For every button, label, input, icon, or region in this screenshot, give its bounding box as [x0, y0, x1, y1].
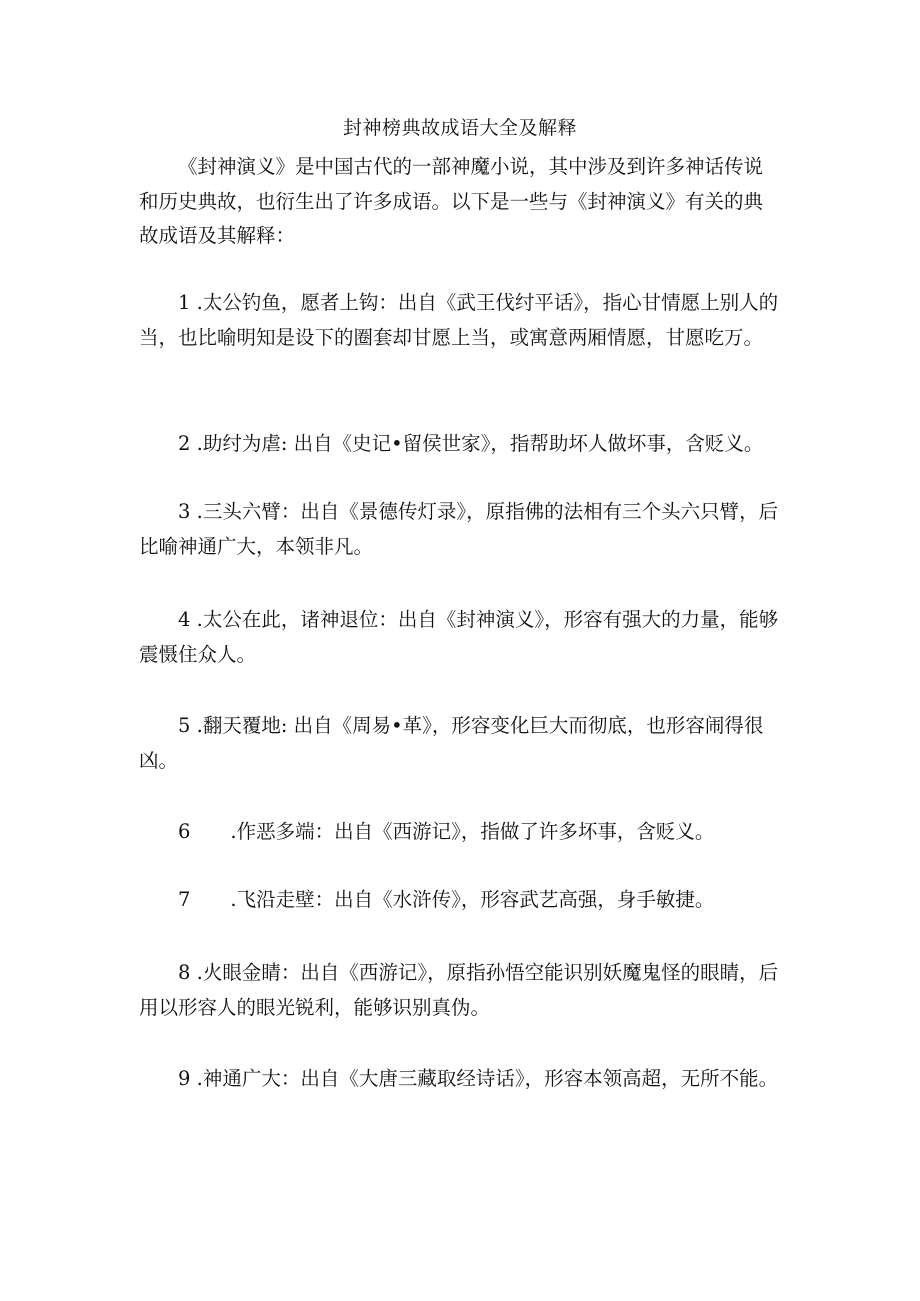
item-text: .太公在此，诸神退位：出自《封神演义》，形容有强大的力量，能够震慑住众人。 [139, 608, 779, 666]
item-number: 9 [178, 1067, 191, 1090]
document-title: 封神榜典故成语大全及解释 [342, 117, 577, 139]
item-number: 2 [178, 432, 191, 455]
item-text: .太公钓鱼，愿者上钩：出自《武王伐纣平话》，指心甘情愿上别人的当，也比喻明知是设下的圈套却甘愿上当，或寓意两厢情愿，甘愿吃万。 [139, 291, 779, 349]
item-text: .火眼金睛：出自《西游记》，原指孙悟空能识别妖魔鬼怪的眼睛，后用以形容人的眼光锐利，能够识别真伪。 [139, 961, 779, 1019]
item-number: 3 [178, 500, 191, 523]
item-text: .神通广大：出自《大唐三藏取经诗话》，形容本领高超，无所不能。 [196, 1067, 779, 1090]
list-item [139, 495, 781, 564]
list-item [139, 427, 781, 462]
item-number: 8 [178, 961, 191, 984]
item-number: 6 [178, 820, 191, 843]
list-item [139, 1062, 781, 1097]
item-number: 1 [178, 291, 191, 314]
list-item [139, 956, 781, 1025]
item-text: .三头六臂：出自《景德传灯录》，原指佛的法相有三个头六只臂，后比喻神通广大，本领非凡。 [139, 500, 779, 558]
item-text: .翻天覆地: 出自《周易•革》，形容变化巨大而彻底，也形容闹得很凶。 [139, 714, 764, 772]
list-item [139, 815, 781, 850]
item-number: 5 [178, 714, 191, 737]
list-item [139, 286, 781, 355]
item-number: 4 [178, 608, 191, 631]
list-item [139, 709, 781, 778]
item-text: .助纣为虐: 出自《史记•留侯世家》，指帮助坏人做坏事，含贬义。 [196, 432, 764, 455]
item-text: .飞沿走壁：出自《水浒传》，形容武艺高强，身手敏捷。 [230, 888, 715, 911]
list-item [139, 883, 781, 918]
list-item [139, 603, 781, 672]
item-number: 7 [178, 888, 191, 911]
intro-paragraph: 《封神演义》是中国古代的一部神魔小说，其中涉及到许多神话传说和历史典故，也衍生出了许多成语。以下是一些与《封神演义》有关的典故成语及其解释： [139, 155, 764, 247]
item-text: .作恶多端：出自《西游记》，指做了许多坏事，含贬义。 [230, 820, 715, 843]
